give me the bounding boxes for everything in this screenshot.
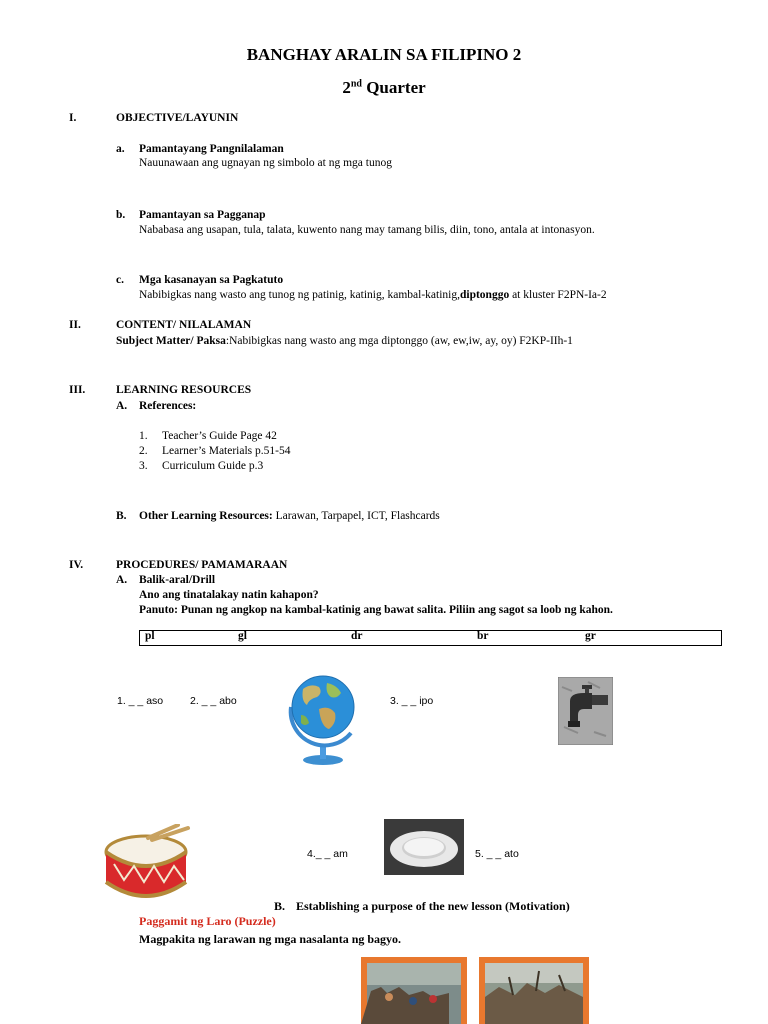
section-title: PROCEDURES/ PAMAMARAAN bbox=[116, 559, 288, 571]
section-title: LEARNING RESOURCES bbox=[116, 384, 252, 396]
document-title: BANGHAY ARALIN SA FILIPINO 2 bbox=[246, 45, 522, 64]
item-title: Establishing a purpose of the new lesson (Motivation) bbox=[296, 899, 570, 913]
plate-picture bbox=[384, 819, 464, 875]
choices-box bbox=[139, 630, 722, 646]
choice: gl bbox=[238, 630, 247, 642]
game-title: Paggamit ng Laro (Puzzle) bbox=[139, 914, 276, 928]
fill-item: 5. _ _ ato bbox=[475, 848, 519, 860]
list-number: 1. bbox=[139, 430, 148, 442]
item-letter: a. bbox=[116, 143, 125, 155]
item-letter: b. bbox=[116, 209, 126, 221]
drill-question: Ano ang tinatalakay natin kahapon? bbox=[139, 589, 319, 601]
choice: dr bbox=[351, 630, 363, 642]
faucet-picture bbox=[558, 677, 613, 745]
globe-picture bbox=[279, 667, 367, 766]
item-text: Nauunawaan ang ugnayan ng simbolo at ng mga tunog bbox=[139, 157, 392, 169]
subject-matter: Subject Matter/ Paksa:Nabibigkas nang wasto ang mga diptonggo (aw, ew,iw, ay, oy) F2KP-IIh-1 bbox=[116, 335, 573, 347]
fill-item: 4._ _ am bbox=[307, 848, 348, 860]
instructions: Panuto: Punan ng angkop na kambal-katinig ang bawat salita. Piliin ang sagot sa loob ng kahon. bbox=[139, 604, 613, 616]
item-text: Nababasa ang usapan, tula, talata, kuwento nang may tamang bilis, diin, tono, antala at intonasyon. bbox=[139, 224, 595, 236]
item-letter: B. bbox=[274, 899, 286, 913]
list-number: 2. bbox=[139, 445, 148, 457]
fill-item: 3. _ _ ipo bbox=[390, 695, 434, 707]
section-title: OBJECTIVE/LAYUNIN bbox=[116, 112, 239, 124]
item-letter: A. bbox=[116, 400, 128, 412]
item-letter: B. bbox=[116, 510, 127, 522]
other-resources: Other Learning Resources: Larawan, Tarpapel, ICT, Flashcards bbox=[139, 510, 440, 522]
item-letter: c. bbox=[116, 274, 124, 286]
choice: pl bbox=[145, 630, 155, 642]
list-item: Teacher’s Guide Page 42 bbox=[162, 430, 277, 442]
fill-item: 2. _ _ abo bbox=[190, 695, 237, 707]
drum-picture bbox=[100, 824, 196, 908]
item-title: References: bbox=[139, 400, 197, 412]
item-title: Mga kasanayan sa Pagkatuto bbox=[139, 274, 284, 286]
item-title: Pamantayan sa Pagganap bbox=[139, 209, 266, 221]
list-item: Curriculum Guide p.3 bbox=[162, 460, 264, 472]
list-item: Learner’s Materials p.51-54 bbox=[162, 445, 291, 457]
fill-item: 1. _ _ aso bbox=[117, 695, 164, 707]
show-instruction: Magpakita ng larawan ng mga nasalanta ng bagyo. bbox=[139, 932, 402, 946]
item-title: Balik-aral/Drill bbox=[139, 574, 216, 586]
item-title: Pamantayang Pangnilalaman bbox=[139, 143, 284, 155]
section-number: III. bbox=[69, 384, 86, 396]
section-number: I. bbox=[69, 112, 77, 124]
quarter-heading: 2nd Quarter bbox=[342, 78, 426, 97]
flood-photo bbox=[361, 957, 467, 1024]
section-number: II. bbox=[69, 319, 81, 331]
section-title: CONTENT/ NILALAMAN bbox=[116, 319, 252, 331]
storm-damage-photo bbox=[479, 957, 589, 1024]
choice: br bbox=[477, 630, 489, 642]
list-number: 3. bbox=[139, 460, 148, 472]
section-number: IV. bbox=[69, 559, 84, 571]
item-letter: A. bbox=[116, 574, 128, 586]
choice: gr bbox=[585, 630, 596, 642]
item-text: Nabibigkas nang wasto ang tunog ng patinig, katinig, kambal-katinig,diptonggo at kluster F2PN-Ia-2 bbox=[139, 289, 607, 301]
